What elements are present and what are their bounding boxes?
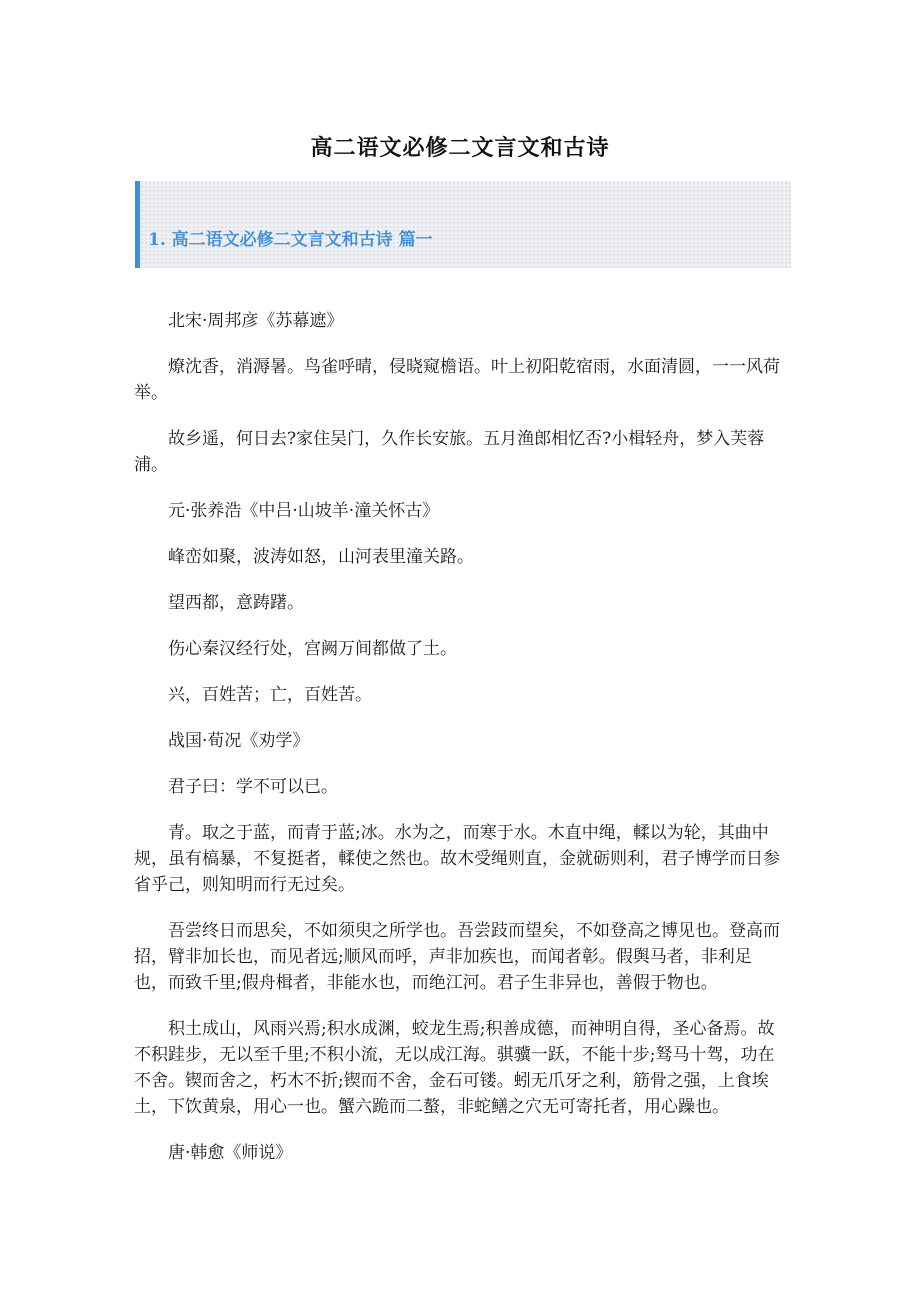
page-title: 高二语文必修二文言文和古诗 (310, 135, 610, 161)
essay-paragraph: 积土成山，风雨兴焉;积水成渊，蛟龙生焉;积善成德，而神明自得，圣心备焉。故不积跬步，无以至千里;不积小流，无以成江海。骐骥一跃，不能十步;驽马十驾，功在不舍。锲而舍之，朽木不折;锲而不舍，金石可镂。蚓无爪牙之利，筋骨之强，上食埃土，下饮黄泉，用心一也。蟹六跪而二螯，非蛇鳝之穴无可寄托者，用心躁也。 (134, 1019, 775, 1117)
section-banner (135, 181, 791, 268)
essay-paragraph: 青。取之于蓝，而青于蓝;冰。水为之，而寒于水。木直中绳，輮以为轮，其曲中规，虽有槁暴，不复挺者，輮使之然也。故木受绳则直，金就砺则利，君子博学而日参省乎己，则知明而行无过矣。 (134, 823, 780, 895)
poem-paragraph: 望西都，意踌躇。 (168, 593, 304, 613)
essay-paragraph: 君子曰：学不可以已。 (168, 777, 338, 797)
poem-paragraph: 故乡遥，何日去?家住吴门，久作长安旅。五月渔郎相忆否?小楫轻舟，梦入芙蓉浦。 (134, 429, 765, 475)
poem-source-zhang-yanghao: 元·张养浩《中吕·山坡羊·潼关怀古》 (168, 501, 440, 521)
poem-paragraph: 兴，百姓苦；亡，百姓苦。 (168, 685, 372, 705)
essay-source-xunkuang: 战国·荀况《劝学》 (168, 731, 310, 751)
document-body (134, 308, 784, 1186)
essay-source-hanyu: 唐·韩愈《师说》 (168, 1143, 293, 1163)
poem-paragraph: 燎沈香，消溽暑。鸟雀呼晴，侵晓窥檐语。叶上初阳乾宿雨，水面清圆，一一风荷举。 (134, 357, 780, 403)
essay-paragraph: 吾尝终日而思矣，不如须臾之所学也。吾尝跂而望矣，不如登高之博见也。登高而招，臂非加长也，而见者远;顺风而呼，声非加疾也，而闻者彰。假舆马者，非利足也，而致千里;假舟楫者，非能水也，而绝江河。君子生非异也，善假于物也。 (134, 921, 780, 993)
section-heading: 1. 高二语文必修二文言文和古诗 篇一 (148, 230, 433, 250)
poem-source-zhou-bangyan: 北宋·周邦彦《苏幕遮》 (168, 311, 344, 331)
poem-paragraph: 伤心秦汉经行处，宫阙万间都做了土。 (168, 639, 457, 659)
poem-paragraph: 峰峦如聚，波涛如怒，山河表里潼关路。 (168, 547, 474, 567)
